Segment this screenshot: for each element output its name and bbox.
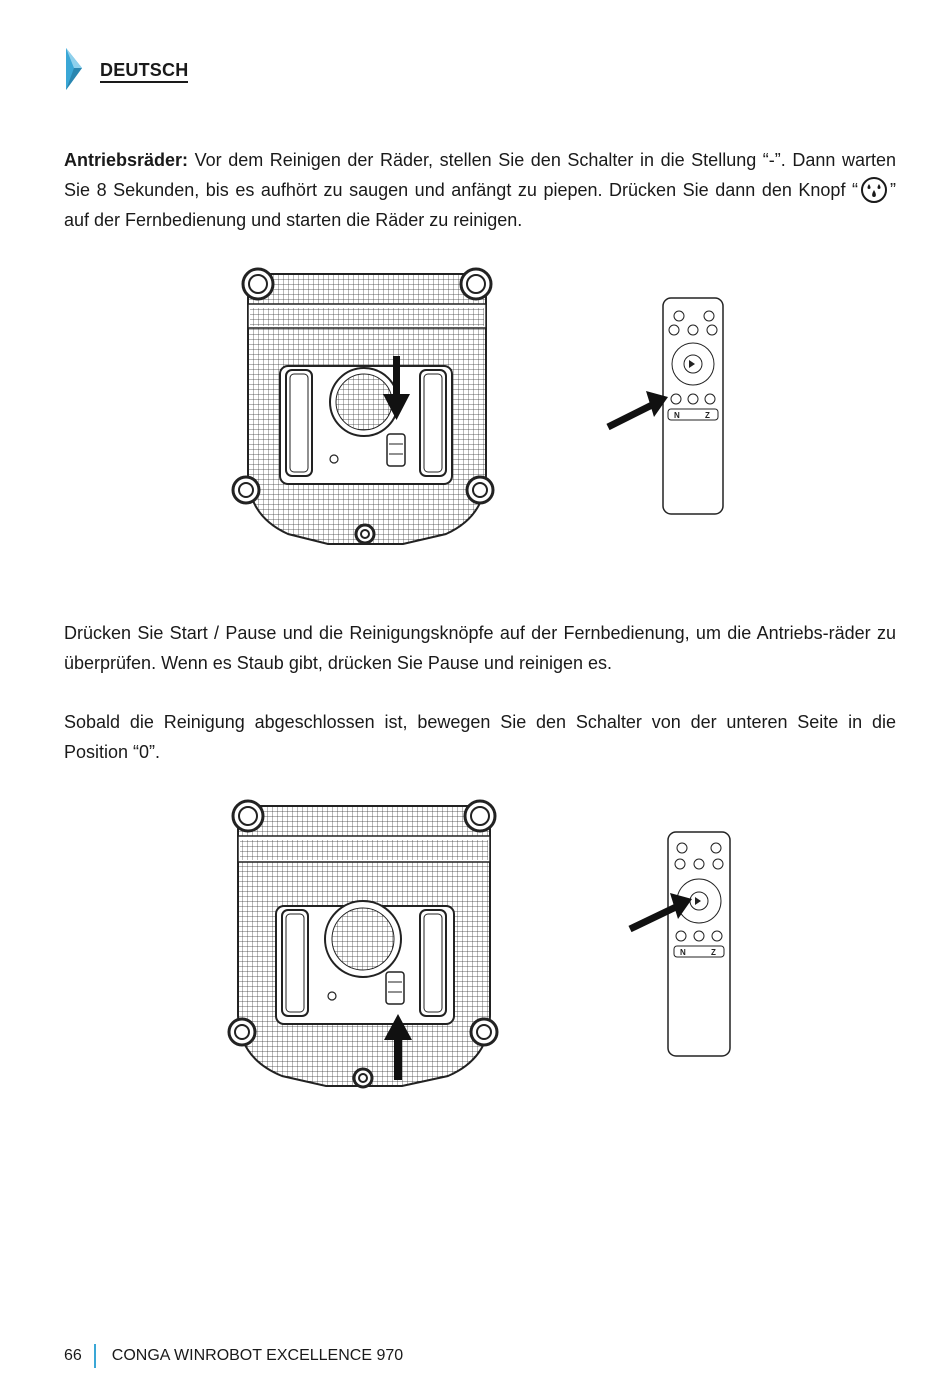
figure-robot-remote-2 [222, 796, 742, 1096]
paragraph-label: Antriebsräder: [64, 150, 189, 170]
remote-label-z: Z [705, 411, 710, 420]
water-drops-button-icon [860, 176, 888, 204]
section-header [64, 46, 264, 92]
paragraph-switch-position: Sobald die Reinigung abgeschlossen ist, bewegen Sie den Schalter von der unteren Seite in die Position “0”. [64, 712, 896, 762]
paragraph-check-wheels: Drücken Sie Start / Pause und die Reinigungsknöpfe auf der Fernbedienung, um die Antriebs-räder zu überprüfen. Wenn es Staub gibt, drücken Sie Pause und reinigen es. [64, 623, 896, 673]
page-number: 66 [64, 1347, 82, 1365]
robot-bottom-illustration [233, 269, 493, 544]
robot-bottom-illustration-2 [229, 801, 497, 1087]
page-footer [64, 1344, 403, 1370]
remote-control-illustration-2 [630, 832, 730, 1056]
section-logo-icon [64, 46, 94, 92]
remote-label-z-2: Z [711, 948, 716, 957]
paragraph-drive-wheels [64, 145, 896, 235]
paragraph-text-a: Vor dem Reinigen der Räder, stellen Sie den Schalter in die Stellung “-”. Dann warten Sie 8 Sekunden, bis es aufhört zu saugen und anfängt zu piepen. Drücken Sie dann den Knopf “ [64, 150, 896, 200]
remote-label-n-2: N [680, 948, 686, 957]
remote-label-n: N [674, 411, 680, 420]
product-name: CONGA WINROBOT EXCELLENCE 970 [111, 1347, 404, 1365]
figure-robot-remote-1 [228, 264, 748, 554]
footer-divider [94, 1344, 96, 1368]
paragraph-text-b: ” auf der Fernbedienung und starten die Räder zu reinigen. [64, 180, 896, 230]
remote-control-illustration [608, 298, 723, 514]
section-title: DEUTSCH [100, 60, 188, 83]
